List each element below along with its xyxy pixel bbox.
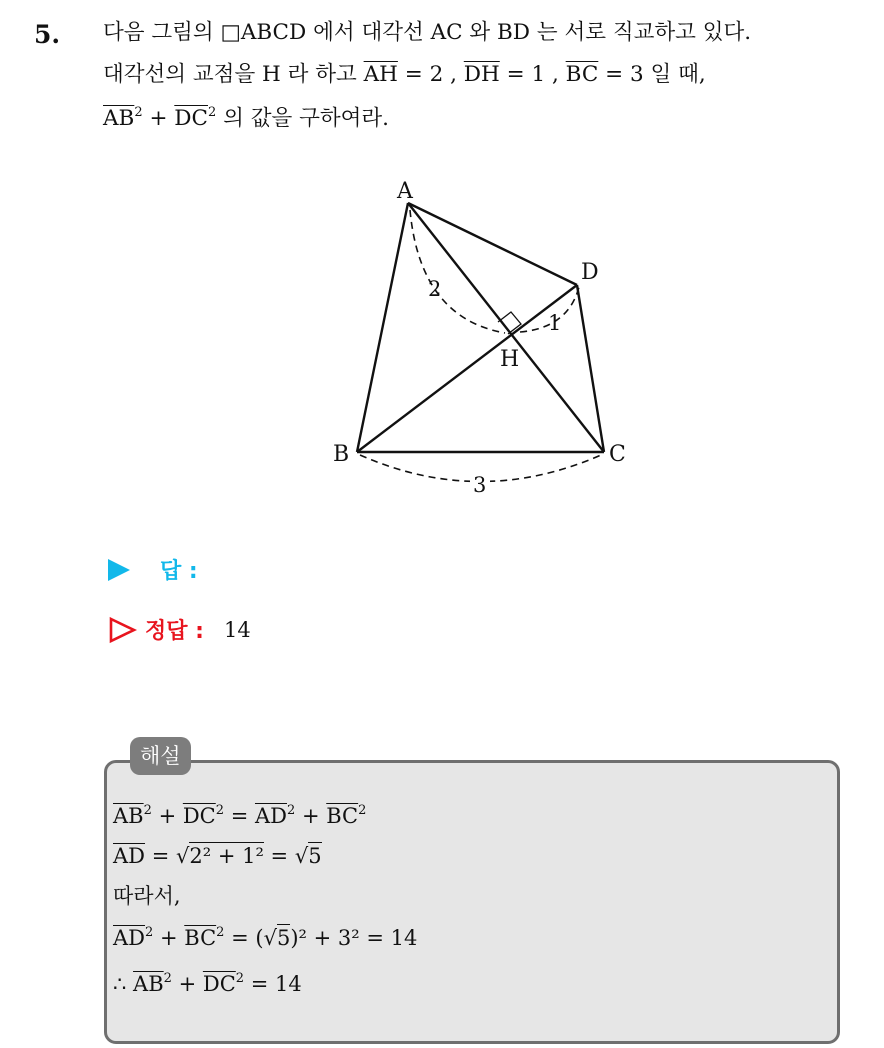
solution-line-1: $\overline{AB}^2 + \overline{DC}^2 = \overline{AD}^2 + \overline{BC}^2$ [113, 803, 367, 828]
answer-label: 답 : [160, 559, 198, 584]
segment-dh: $\overline{DH}$ [463, 62, 500, 87]
question-line-3: $\overline{AB}^2 + \overline{DC}^2$ 의 값을 구하여라. [103, 105, 390, 131]
segment-bc: $\overline{BC}$ [565, 62, 599, 87]
segment-ab: $\overline{AB}$ [103, 106, 135, 131]
label-b: B [333, 442, 350, 467]
correct-answer-row [108, 614, 251, 645]
question-line-2: 대각선의 교점을 H 라 하고 $\overline{AH} = 2$ , $\overline{DH} = 1$ , $\overline{BC} = 3$ 일 때, [103, 62, 706, 87]
question-number: 5. [34, 20, 61, 49]
length-dh: 1 [548, 311, 562, 335]
quadrilateral-figure [320, 160, 640, 510]
side-cd [577, 285, 604, 452]
label-h: H [500, 347, 520, 372]
dashed-arc-ah [410, 210, 505, 333]
diagonal-bd [357, 285, 577, 452]
sqrt-symbol: √ [175, 844, 190, 868]
segment-dc: $\overline{DC}$ [174, 106, 208, 131]
side-ab [357, 203, 408, 452]
label-a: A [397, 179, 413, 204]
solution-line-5: ∴ $\overline{AB}^2 + \overline{DC}^2 = 14$ [113, 971, 302, 996]
diagonal-ac [408, 203, 604, 452]
label-d: D [581, 260, 599, 285]
solution-line-3: 따라서, [113, 884, 181, 908]
play-triangle-icon [108, 559, 130, 581]
label-c: C [609, 442, 626, 467]
outline-triangle-icon [108, 616, 138, 644]
segment-ah: $\overline{AH}$ [363, 62, 398, 87]
side-da [408, 203, 577, 285]
solution-line-2: $\overline{AD} = √2^2 + 1^2 = √5$ [113, 844, 322, 868]
correct-answer-label: 정답 : [145, 619, 204, 644]
solution-tab: 해설 [130, 737, 191, 775]
solution-box [104, 760, 840, 1044]
question-line-1: 다음 그림의 □ABCD 에서 대각선 AC 와 BD 는 서로 직교하고 있다. [103, 20, 752, 45]
correct-answer-value: 14 [223, 617, 251, 642]
length-bc: 3 [473, 473, 487, 497]
length-ah: 2 [428, 277, 442, 301]
answer-row [108, 554, 198, 585]
solution-line-4: $\overline{AD}^2 + \overline{BC}^2 = (√5)^2 + 3^2 = 14$ [113, 925, 418, 950]
